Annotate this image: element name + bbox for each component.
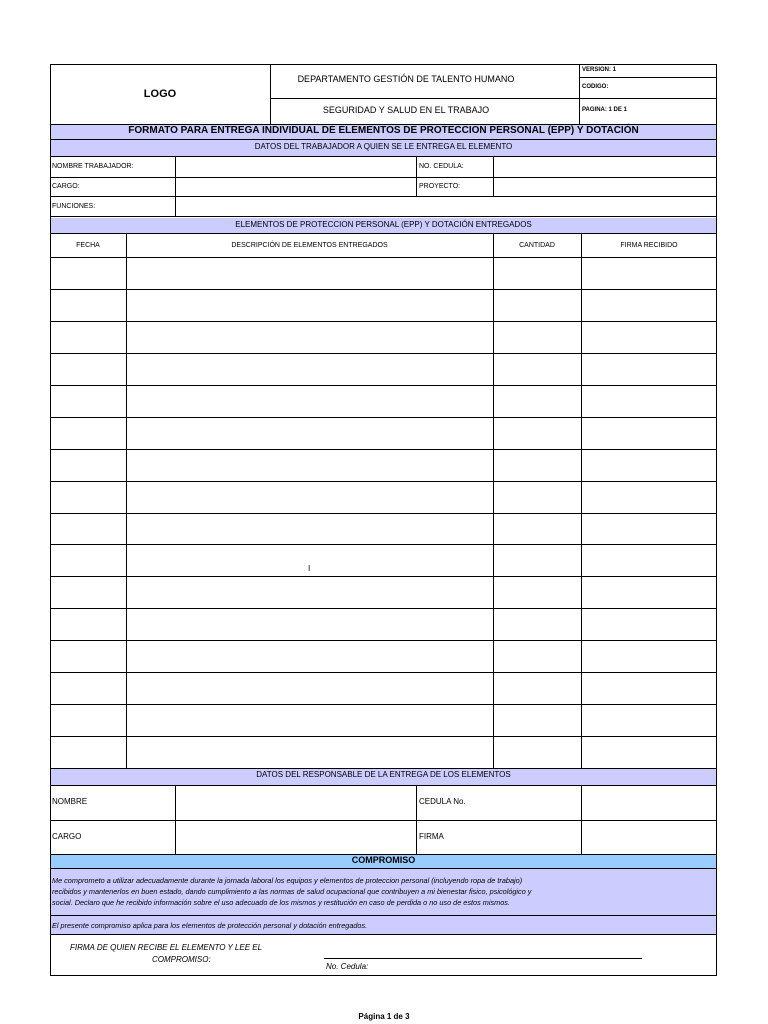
form-title: FORMATO PARA ENTREGA INDIVIDUAL DE ELEMENTOS DE PROTECCION PERSONAL (EPP) Y DOTACIÓN bbox=[128, 125, 639, 136]
row-divider bbox=[50, 513, 717, 514]
table-row[interactable] bbox=[51, 258, 716, 289]
column-header-description: DESCRIPCIÓN DE ELEMENTOS ENTREGADOS bbox=[231, 242, 388, 249]
column-header-date: FECHA bbox=[76, 242, 100, 249]
row-divider bbox=[50, 321, 717, 322]
commitment-title: COMPROMISO bbox=[351, 855, 416, 865]
items-section-title: ELEMENTOS DE PROTECCION PERSONAL (EPP) Y DOTACIÓN ENTREGADOS bbox=[235, 220, 532, 229]
row-divider bbox=[50, 353, 717, 354]
table-row[interactable] bbox=[51, 482, 716, 513]
table-row[interactable] bbox=[51, 641, 716, 672]
table-row[interactable] bbox=[51, 577, 716, 608]
row-divider bbox=[50, 576, 717, 577]
responsible-id-label: CEDULA No. bbox=[419, 797, 466, 806]
table-row[interactable] bbox=[51, 609, 716, 640]
version-label: VERSION: 1 bbox=[582, 67, 617, 73]
row-divider bbox=[50, 704, 717, 705]
table-row[interactable] bbox=[51, 322, 716, 353]
recipient-signature-label-1: FIRMA DE QUIEN RECIBE EL ELEMENTO Y LEE EL bbox=[70, 943, 263, 952]
table-row[interactable] bbox=[51, 737, 716, 768]
worker-position-label: CARGO: bbox=[52, 183, 80, 190]
responsible-position-label: CARGO bbox=[52, 832, 82, 841]
responsible-name-label: NOMBRE bbox=[52, 797, 88, 806]
commitment-scope: El presente compromiso aplica para los elementos de protección personal y dotación entregados. bbox=[52, 921, 368, 930]
worker-project-label: PROYECTO: bbox=[419, 183, 461, 190]
row-divider bbox=[50, 481, 717, 482]
worker-name-label: NOMBRE TRABAJADOR: bbox=[52, 163, 134, 170]
row-divider bbox=[50, 544, 717, 545]
worker-id-field[interactable] bbox=[494, 157, 716, 177]
recipient-signature-label-2: COMPROMISO: bbox=[152, 955, 211, 964]
responsible-id-field[interactable] bbox=[582, 786, 716, 820]
worker-id-label: NO. CEDULA: bbox=[419, 163, 464, 170]
recipient-signature-line[interactable] bbox=[324, 958, 642, 959]
responsible-position-field[interactable] bbox=[176, 821, 416, 854]
row-divider bbox=[50, 672, 717, 673]
table-row[interactable] bbox=[51, 290, 716, 321]
table-row[interactable] bbox=[51, 673, 716, 704]
table-row[interactable] bbox=[51, 545, 716, 576]
row-divider bbox=[50, 736, 717, 737]
worker-position-field[interactable] bbox=[176, 178, 416, 196]
page-number: Página 1 de 3 bbox=[358, 1012, 410, 1021]
department-name: DEPARTAMENTO GESTIÓN DE TALENTO HUMANO bbox=[297, 74, 515, 84]
stray-mark: I bbox=[308, 564, 311, 573]
commitment-line-3: social. Declaro que he recibido información sobre el uso adecuado de los mismos y restitución en caso de perdida o no uso de estos mismos. bbox=[52, 898, 510, 907]
row-divider bbox=[50, 608, 717, 609]
row-divider bbox=[50, 417, 717, 418]
responsible-signature-label: FIRMA bbox=[419, 832, 444, 841]
worker-functions-field[interactable] bbox=[176, 197, 716, 216]
table-row[interactable] bbox=[51, 514, 716, 545]
row-divider bbox=[50, 449, 717, 450]
commitment-line-2: recibidos y mantenerlos en buen estado, dando cumplimiento a las normas de salud ocupacional que contribuyen a mi bienestar fisico, psicológico y bbox=[52, 887, 532, 896]
page-label: PAGINA: 1 DE 1 bbox=[582, 107, 627, 113]
area-name: SEGURIDAD Y SALUD EN EL TRABAJO bbox=[322, 105, 490, 115]
responsible-name-field[interactable] bbox=[176, 786, 416, 820]
table-row[interactable] bbox=[51, 354, 716, 385]
row-divider bbox=[50, 385, 717, 386]
recipient-id-label: No. Cedula: bbox=[326, 962, 369, 971]
table-row[interactable] bbox=[51, 418, 716, 449]
logo-placeholder: LOGO bbox=[143, 88, 177, 100]
responsible-signature-field[interactable] bbox=[582, 821, 716, 854]
row-divider bbox=[50, 289, 717, 290]
worker-functions-label: FUNCIONES: bbox=[52, 203, 96, 210]
responsible-section-title: DATOS DEL RESPONSABLE DE LA ENTREGA DE LOS ELEMENTOS bbox=[256, 770, 511, 779]
column-header-quantity: CANTIDAD bbox=[519, 242, 555, 249]
table-row[interactable] bbox=[51, 450, 716, 481]
table-row[interactable] bbox=[51, 386, 716, 417]
commitment-line-1: Me comprometo a utilizar adecuadamente durante la jornada laboral los equipos y elementos de proteccion personal (incluyendo ropa de trabajo) bbox=[52, 876, 523, 885]
worker-name-field[interactable] bbox=[176, 157, 416, 177]
column-header-signature: FIRMA RECIBIDO bbox=[620, 242, 678, 249]
table-row[interactable] bbox=[51, 705, 716, 736]
worker-section-title: DATOS DEL TRABAJADOR A QUIEN SE LE ENTREGA EL ELEMENTO bbox=[254, 142, 513, 151]
row-divider bbox=[50, 640, 717, 641]
code-label: CODIGO: bbox=[582, 84, 609, 90]
worker-project-field[interactable] bbox=[494, 178, 716, 196]
